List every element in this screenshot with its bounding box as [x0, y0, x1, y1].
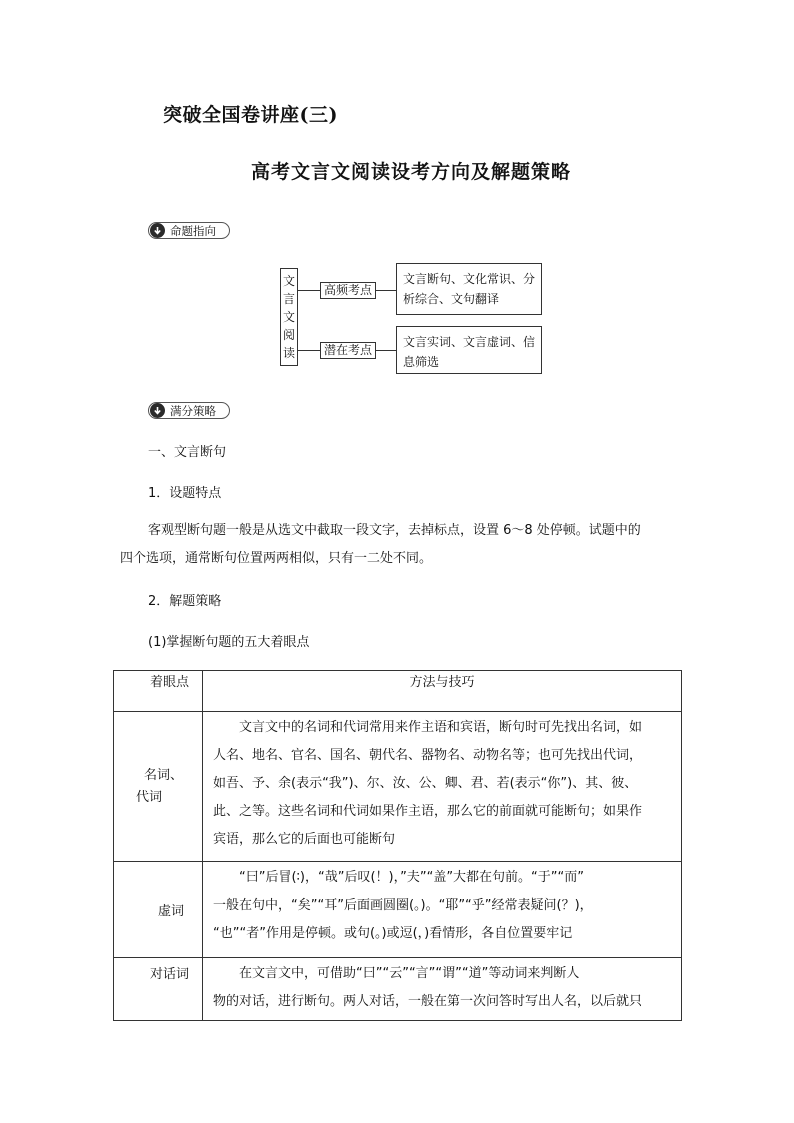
branch-detail-potential — [396, 326, 542, 374]
connector-line — [298, 290, 320, 291]
detail-line: 息筛选 — [403, 355, 440, 369]
method-line: 物的对话，进行断句。两人对话，一般在第一次问答时写出人名，以后就只 — [213, 994, 643, 1009]
method-line: 人名、地名、官名、国名、朝代名、器物名、动物名等；也可先找出代词， — [213, 748, 643, 763]
method-line: “也”“者”作用是停顿。或句(。)或逗(，)看情形，各自位置要牢记 — [213, 926, 573, 941]
detail-line: 文言断句、文化常识、分 — [403, 272, 536, 286]
method-line: 如吾、予、余(表示“我”)、尔、汝、公、卿、君、若(表示“你”)、其、彼、 — [213, 776, 638, 791]
item-heading: 1．设题特点 — [148, 486, 222, 501]
root-char: 言 — [282, 292, 295, 306]
table-header-cell: 着眼点 — [114, 671, 203, 712]
method-line: “曰”后冒(∶)，“哉”后叹(！)，”夫”“盖”大都在句前。“于”“而” — [239, 870, 584, 885]
detail-line: 文言实词、文言虚词、信 — [403, 335, 536, 349]
table-header-row — [114, 671, 682, 712]
branch-label-high: 高频考点 — [320, 282, 376, 299]
detail-line: 析综合、文句翻译 — [403, 292, 500, 306]
method-line: 在文言文中，可借助“曰”“云”“言”“谓”“道”等动词来判断人 — [239, 966, 580, 981]
connector-line — [376, 350, 396, 351]
branch-label-potential: 潜在考点 — [320, 342, 376, 359]
table-row — [114, 712, 682, 862]
arrow-down-icon — [150, 223, 165, 238]
method-line: 宾语，那么它的后面也可能断句 — [213, 832, 396, 847]
paragraph-line: 四个选项，通常断句位置两两相似，只有一二处不同。 — [120, 551, 433, 566]
key-line: 虚词 — [158, 904, 185, 919]
table-row — [114, 958, 682, 1021]
strategy-badge-label: 满分策略 — [170, 403, 216, 418]
item-heading: 2．解题策略 — [148, 594, 222, 609]
method-line: 文言文中的名词和代词常用来作主语和宾语，断句时可先找出名词，如 — [239, 720, 643, 735]
focus-points-table — [113, 670, 682, 1021]
key-cell — [114, 712, 203, 862]
connector-line — [298, 350, 320, 351]
diagram-root — [280, 268, 298, 366]
key-cell — [114, 862, 203, 958]
proposition-badge-label: 命题指向 — [170, 223, 216, 238]
method-cell — [203, 862, 682, 958]
key-cell — [114, 958, 203, 1021]
root-char: 阅 — [282, 328, 295, 342]
table-header-cell: 方法与技巧 — [203, 671, 682, 712]
strategy-badge — [148, 402, 230, 419]
method-line: 此、之等。这些名词和代词如果作主语，那么它的前面就可能断句；如果作 — [213, 804, 643, 819]
key-line: 代词 — [136, 789, 163, 805]
root-char: 读 — [282, 346, 295, 360]
connector-line — [376, 290, 396, 291]
key-line: 名词、 — [144, 767, 184, 783]
lecture-title: 突破全国卷讲座(三) — [163, 104, 338, 126]
method-cell — [203, 712, 682, 862]
root-char: 文 — [282, 274, 295, 288]
key-line: 对话词 — [150, 967, 190, 982]
root-char: 文 — [282, 310, 295, 324]
branch-detail-high — [396, 263, 542, 315]
method-line: 一般在句中，“矣”“耳”后面画圆圈(。)。“耶”“乎”经常表疑问(？)， — [213, 898, 593, 913]
sub-heading: (1)掌握断句题的五大着眼点 — [148, 635, 310, 650]
page-title: 高考文言文阅读设考方向及解题策略 — [251, 161, 572, 183]
paragraph-line: 客观型断句题一般是从选文中截取一段文字，去掉标点，设置 6～8 处停顿。试题中的 — [148, 523, 641, 538]
table-row — [114, 862, 682, 958]
section-heading: 一、文言断句 — [148, 445, 227, 460]
proposition-badge — [148, 222, 230, 239]
arrow-down-icon — [150, 403, 165, 418]
method-cell — [203, 958, 682, 1021]
